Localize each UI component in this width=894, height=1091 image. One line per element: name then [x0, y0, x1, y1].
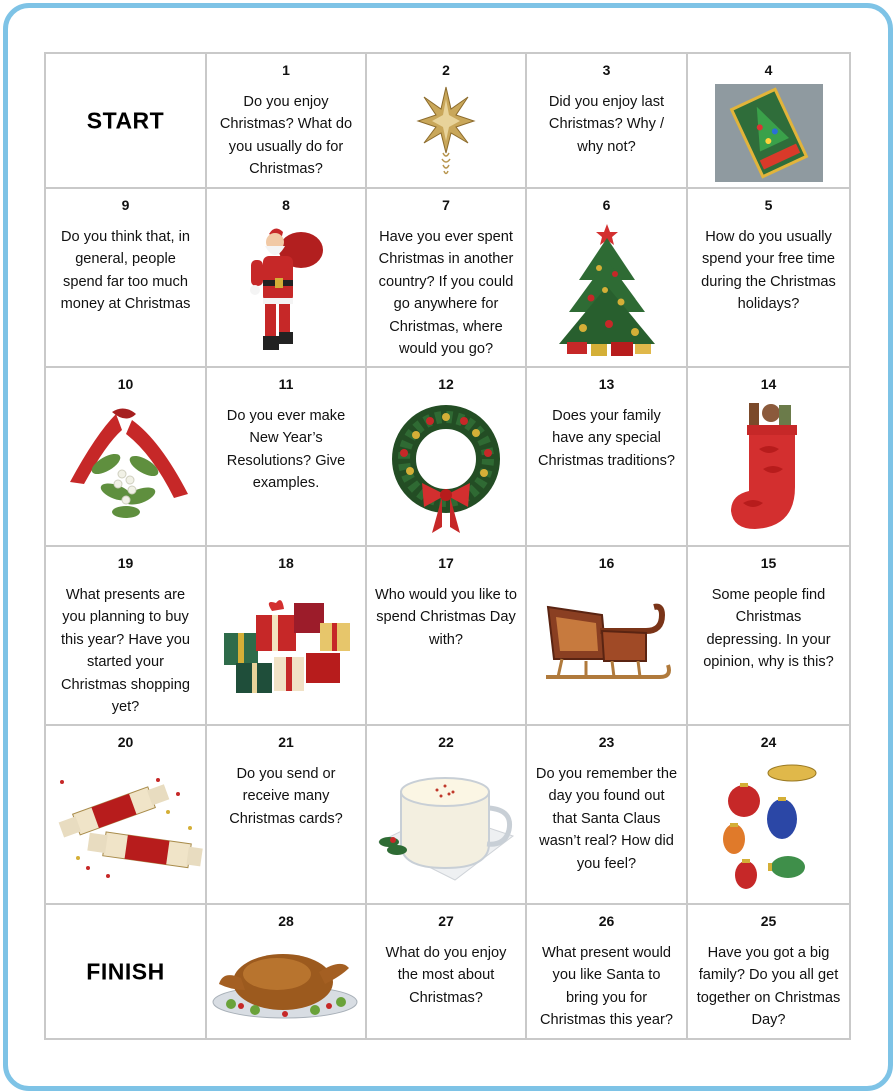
square-27[interactable] — [367, 905, 527, 1040]
square-question: Does your family have any special Christmas traditions? — [537, 408, 676, 469]
square-21[interactable] — [207, 726, 367, 905]
square-number: 9 — [121, 197, 130, 213]
square-number: 1 — [282, 62, 290, 78]
square-number: 6 — [602, 197, 611, 213]
square-19[interactable] — [46, 547, 207, 726]
square-24[interactable] — [688, 726, 851, 905]
square-5[interactable] — [688, 189, 851, 368]
square-7[interactable] — [367, 189, 527, 368]
square-15[interactable] — [688, 547, 851, 726]
square-number: 25 — [760, 913, 777, 929]
start-square[interactable] — [46, 54, 207, 189]
square-23[interactable] — [527, 726, 688, 905]
square-number: 11 — [278, 376, 294, 392]
square-17[interactable] — [367, 547, 527, 726]
square-question: Some people find Christmas depressing. In your opinion, why is this? — [703, 587, 834, 671]
square-question: Who would you like to spend Christmas Day with? — [375, 587, 517, 648]
square-number: 13 — [598, 376, 615, 392]
square-13[interactable] — [527, 368, 688, 547]
roast-turkey-icon — [207, 933, 365, 1034]
square-number: 15 — [760, 555, 777, 571]
square-number: 5 — [764, 197, 773, 213]
finish-square[interactable] — [46, 905, 207, 1040]
square-25[interactable] — [688, 905, 851, 1040]
square-number: 18 — [278, 555, 294, 571]
square-question: Do you ever make New Year’s Resolutions? Give examples. — [226, 408, 346, 492]
square-3[interactable] — [527, 54, 688, 189]
square-16[interactable] — [527, 547, 688, 726]
mistletoe-icon — [46, 396, 205, 541]
finish-label: FINISH — [86, 958, 165, 984]
santa-claus-icon — [207, 217, 365, 362]
square-14[interactable] — [688, 368, 851, 547]
square-question: What presents are you planning to buy this year? Have you started your Christmas shopping yet? — [61, 587, 190, 716]
square-26[interactable] — [527, 905, 688, 1040]
christmas-crackers-icon — [46, 754, 205, 899]
square-28[interactable] — [207, 905, 367, 1040]
square-number: 2 — [442, 62, 450, 78]
square-number: 27 — [438, 913, 454, 929]
square-number: 12 — [438, 376, 454, 392]
square-number: 21 — [278, 734, 294, 750]
square-9[interactable] — [46, 189, 207, 368]
square-1[interactable] — [207, 54, 367, 189]
square-6[interactable] — [527, 189, 688, 368]
square-question: Do you remember the day you found out that Santa Claus wasn’t real? How did you feel? — [535, 766, 678, 872]
square-number: 14 — [760, 376, 777, 392]
square-12[interactable] — [367, 368, 527, 547]
square-number: 24 — [760, 734, 777, 750]
square-question: Do you enjoy Christmas? What do you usually do for Christmas? — [219, 94, 353, 178]
square-number: 3 — [602, 62, 611, 78]
square-number: 20 — [117, 734, 134, 750]
sleigh-icon — [527, 575, 686, 720]
square-18[interactable] — [207, 547, 367, 726]
game-board — [44, 52, 851, 1040]
square-number: 10 — [117, 376, 134, 392]
square-number: 17 — [438, 555, 454, 571]
square-4[interactable] — [688, 54, 851, 189]
square-11[interactable] — [207, 368, 367, 547]
square-question: How do you usually spend your free time during the Christmas holidays? — [701, 229, 836, 313]
baubles-icon — [688, 754, 849, 899]
square-question: Do you send or receive many Christmas cards? — [229, 766, 343, 827]
square-number: 19 — [117, 555, 134, 571]
wreath-icon — [367, 396, 525, 541]
square-question: What do you enjoy the most about Christmas? — [385, 945, 507, 1006]
square-number: 8 — [282, 197, 290, 213]
square-8[interactable] — [207, 189, 367, 368]
square-22[interactable] — [367, 726, 527, 905]
square-2[interactable] — [367, 54, 527, 189]
square-question: Did you enjoy last Christmas? Why / why not? — [548, 94, 665, 155]
square-question: Have you ever spent Christmas in another country? If you could go anywhere for Christmas, where would you go? — [378, 229, 514, 358]
christmas-tree-icon — [527, 217, 686, 362]
square-number: 23 — [598, 734, 615, 750]
presents-icon — [207, 575, 365, 720]
square-number: 28 — [278, 913, 294, 929]
square-10[interactable] — [46, 368, 207, 547]
square-number: 4 — [764, 62, 773, 78]
start-label: START — [86, 107, 165, 133]
square-20[interactable] — [46, 726, 207, 905]
christmas-card-icon — [688, 82, 849, 183]
square-number: 7 — [442, 197, 450, 213]
square-number: 22 — [438, 734, 454, 750]
square-number: 16 — [598, 555, 615, 571]
eggnog-icon — [367, 754, 525, 899]
square-question: What present would you like Santa to bring you for Christmas this year? — [539, 945, 673, 1029]
square-question: Do you think that, in general, people spend far too much money at Christmas — [60, 229, 191, 313]
star-ornament-icon — [367, 82, 525, 183]
square-number: 26 — [598, 913, 615, 929]
stocking-icon — [688, 396, 849, 541]
square-question: Have you got a big family? Do you all get together on Christmas Day? — [696, 945, 841, 1029]
